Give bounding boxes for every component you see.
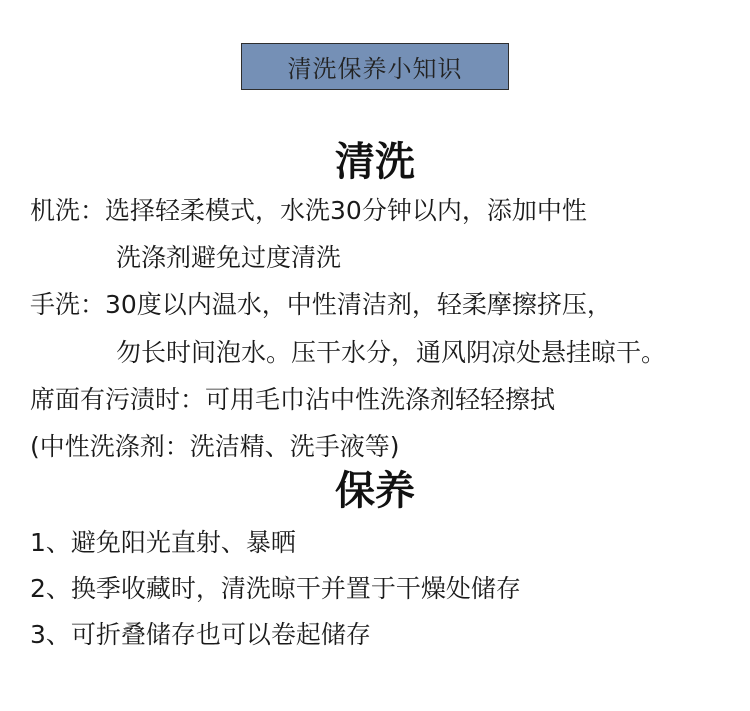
hand-wash-text: 手洗：30度以内温水，中性清洁剂，轻柔摩擦挤压， [30, 290, 612, 319]
machine-wash-text: 机洗：选择轻柔模式，水洗30分钟以内，添加中性 [30, 196, 587, 225]
machine-wash-text-continued: 洗涤剂避免过度清洗 [116, 243, 342, 272]
hand-wash-text-continued: 勿长时间泡水。压干水分，通风阴凉处悬挂晾干。 [116, 338, 667, 367]
care-item: 1、避免阳光直射、暴晒 [30, 528, 296, 557]
section-banner: 清洗保养小知识 [241, 43, 509, 90]
care-item: 2、换季收藏时，清洗晾干并置于干燥处储存 [30, 574, 521, 603]
care-item: 3、可折叠储存也可以卷起储存 [30, 620, 371, 649]
stain-removal-text: 席面有污渍时：可用毛巾沾中性洗涤剂轻轻擦拭 [30, 385, 556, 414]
detergent-note: (中性洗涤剂：洗洁精、洗手液等) [30, 432, 400, 461]
care-heading: 保养 [335, 468, 415, 514]
cleaning-heading: 清洗 [335, 139, 415, 185]
